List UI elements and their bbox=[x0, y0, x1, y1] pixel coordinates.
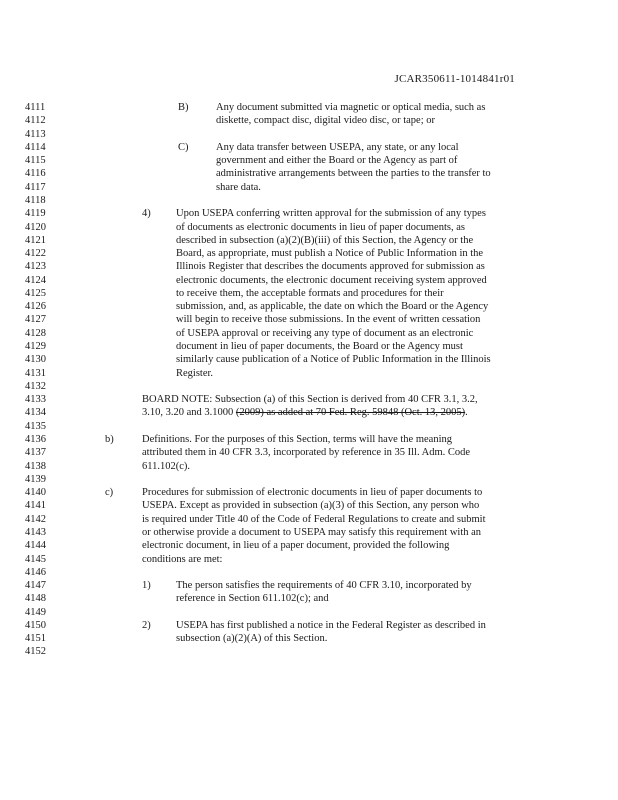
line-text-content: diskette, compact disc, digital video disc, or tape; or bbox=[216, 115, 435, 127]
line-number: 4132 bbox=[25, 380, 46, 392]
line-text-content: Register. bbox=[176, 367, 214, 379]
line-text-content: will begin to receive those submissions. In the event of written cessation bbox=[176, 314, 481, 326]
line-number: 4130 bbox=[25, 354, 46, 366]
line-text-content: Procedures for submission of electronic documents in lieu of paper documents to bbox=[142, 487, 483, 499]
line-number: 4118 bbox=[25, 194, 46, 206]
line-text bbox=[176, 354, 491, 366]
line-text bbox=[142, 487, 482, 499]
line-text bbox=[216, 182, 261, 194]
line-text bbox=[142, 407, 468, 419]
line-text bbox=[142, 514, 486, 526]
line-text bbox=[142, 447, 470, 459]
line-text bbox=[142, 394, 478, 406]
item-label: 1) bbox=[142, 580, 151, 592]
line-text-content: submission, and, as applicable, the date on which the Board or the Agency bbox=[176, 301, 489, 313]
line-text-content: Illinois Register that describes the documents approved for submission as bbox=[176, 261, 485, 273]
line-number: 4141 bbox=[25, 500, 46, 512]
line-number: 4147 bbox=[25, 580, 46, 592]
line-text-content: Definitions. For the purposes of this Section, terms will have the meaning bbox=[142, 434, 452, 445]
line-number: 4142 bbox=[25, 513, 46, 525]
line-number: 4120 bbox=[25, 221, 46, 233]
line-number: 4144 bbox=[25, 540, 46, 552]
line-text-content: conditions are met: bbox=[142, 553, 223, 565]
line-text bbox=[142, 461, 190, 473]
line-text bbox=[176, 328, 473, 340]
line-text-content: described in subsection (a)(2)(B)(iii) of this Section, the Agency or the bbox=[176, 234, 474, 246]
line-number: 4131 bbox=[25, 367, 46, 379]
line-text bbox=[176, 261, 485, 273]
line-text-content: to receive them, the acceptable formats and procedures for their bbox=[176, 287, 444, 299]
item-label: c) bbox=[105, 487, 114, 499]
line-text-content: of documents as electronic documents in lieu of paper documents, as bbox=[176, 221, 465, 233]
line-text-content: of USEPA approval or receiving any type of document as an electronic bbox=[176, 327, 474, 339]
line-text bbox=[176, 208, 486, 220]
line-number: 4119 bbox=[25, 208, 46, 220]
line-text bbox=[176, 235, 473, 247]
item-label: 4) bbox=[142, 208, 151, 220]
document-id-header: JCAR350611-1014841r01 bbox=[394, 73, 515, 85]
line-text-content: Any data transfer between USEPA, any state, or any local bbox=[216, 141, 459, 153]
line-text bbox=[176, 314, 480, 326]
line-text bbox=[142, 434, 452, 446]
line-number: 4116 bbox=[25, 168, 46, 180]
item-label: b) bbox=[105, 434, 114, 445]
line-number: 4133 bbox=[25, 394, 46, 406]
line-number: 4115 bbox=[25, 155, 46, 167]
line-text-content: subsection (a)(2)(A) of this Section. bbox=[176, 633, 328, 645]
line-text bbox=[216, 168, 491, 180]
line-number: 4113 bbox=[25, 128, 46, 140]
line-text bbox=[176, 633, 327, 645]
line-text-content: government and either the Board or the Agency as part of bbox=[216, 155, 458, 167]
line-number: 4138 bbox=[25, 460, 46, 472]
line-number: 4125 bbox=[25, 287, 46, 299]
line-text bbox=[176, 222, 465, 234]
line-text-content: 611.102(c). bbox=[142, 460, 191, 472]
line-number: 4112 bbox=[25, 115, 46, 127]
line-text-content: Upon USEPA conferring written approval for the submission of any types bbox=[176, 208, 486, 220]
line-text bbox=[142, 500, 479, 512]
line-text bbox=[176, 341, 463, 353]
line-number: 4143 bbox=[25, 526, 46, 538]
line-text-content: document in lieu of paper documents, the Board or the Agency must bbox=[176, 341, 463, 353]
line-text bbox=[216, 155, 457, 167]
line-text-content: 3.10, 3.20 and 3.1000 bbox=[142, 407, 236, 419]
line-number: 4114 bbox=[25, 141, 46, 153]
line-text-content: USEPA. Except as provided in subsection (a)(3) of this Section, any person who bbox=[142, 500, 480, 512]
line-text bbox=[142, 527, 481, 539]
line-number: 4127 bbox=[25, 314, 46, 326]
line-text bbox=[176, 288, 444, 300]
line-number: 4150 bbox=[25, 619, 46, 631]
line-number: 4121 bbox=[25, 234, 46, 246]
line-text-content: USEPA has first published a notice in the Federal Register as described in bbox=[176, 619, 486, 631]
line-text-content: administrative arrangements between the parties to the transfer to bbox=[216, 168, 491, 180]
line-text-content: electronic document, in lieu of a paper document, provided the following bbox=[142, 540, 450, 552]
line-number: 4123 bbox=[25, 261, 46, 273]
line-text-content: Board, as appropriate, must publish a Notice of Public Information in the bbox=[176, 248, 484, 260]
line-number: 4134 bbox=[25, 407, 46, 419]
line-number: 4149 bbox=[25, 606, 46, 618]
line-text-content: share data. bbox=[216, 181, 261, 193]
line-text-content: is required under Title 40 of the Code of Federal Regulations to create and submit bbox=[142, 513, 486, 525]
item-label: C) bbox=[178, 141, 189, 153]
line-number: 4122 bbox=[25, 248, 46, 260]
line-number: 4140 bbox=[25, 487, 46, 499]
line-number: 4129 bbox=[25, 341, 46, 353]
line-text-content: The person satisfies the requirements of 40 CFR 3.10, incorporated by bbox=[176, 580, 472, 592]
item-label: 2) bbox=[142, 619, 151, 631]
line-number: 4128 bbox=[25, 327, 46, 339]
line-text-tail: . bbox=[465, 407, 468, 419]
line-number: 4146 bbox=[25, 566, 46, 578]
item-label: B) bbox=[178, 102, 189, 113]
line-text bbox=[176, 593, 329, 605]
line-text-content: BOARD NOTE: Subsection (a) of this Section is derived from 40 CFR 3.1, 3.2, bbox=[142, 394, 478, 406]
line-text-content: reference in Section 611.102(c); and bbox=[176, 593, 329, 605]
line-number: 4145 bbox=[25, 553, 46, 565]
line-number: 4136 bbox=[25, 434, 46, 445]
line-text bbox=[216, 142, 459, 154]
line-text-content: Any document submitted via magnetic or optical media, such as bbox=[216, 102, 486, 113]
line-number: 4151 bbox=[25, 633, 46, 645]
line-text-content: electronic documents, the electronic document receiving system approved bbox=[176, 274, 487, 286]
line-text bbox=[176, 301, 488, 313]
line-number: 4135 bbox=[25, 420, 46, 432]
line-text bbox=[216, 115, 435, 127]
line-number: 4117 bbox=[25, 181, 46, 193]
line-number: 4148 bbox=[25, 593, 46, 605]
line-number: 4152 bbox=[25, 646, 46, 658]
line-number: 4124 bbox=[25, 274, 46, 286]
struck-text: (2009) as added at 70 Fed. Reg. 59848 (Oct. 13, 2005) bbox=[235, 407, 466, 419]
line-text bbox=[176, 620, 486, 632]
line-text bbox=[176, 275, 487, 287]
line-number: 4137 bbox=[25, 447, 46, 459]
line-number: 4139 bbox=[25, 473, 46, 485]
line-text-content: or otherwise provide a document to USEPA may satisfy this requirement with an bbox=[142, 526, 482, 538]
line-text bbox=[142, 554, 222, 566]
line-text bbox=[176, 368, 213, 380]
line-text-content: similarly cause publication of a Notice of Public Information in the Illinois bbox=[176, 354, 491, 366]
line-number: 4111 bbox=[25, 102, 46, 113]
line-text bbox=[176, 580, 472, 592]
line-text bbox=[216, 102, 485, 114]
line-number: 4126 bbox=[25, 301, 46, 313]
line-text bbox=[142, 540, 449, 552]
line-text bbox=[176, 248, 483, 260]
line-text-content: attributed them in 40 CFR 3.3, incorporated by reference in 35 Ill. Adm. Code bbox=[142, 447, 471, 459]
